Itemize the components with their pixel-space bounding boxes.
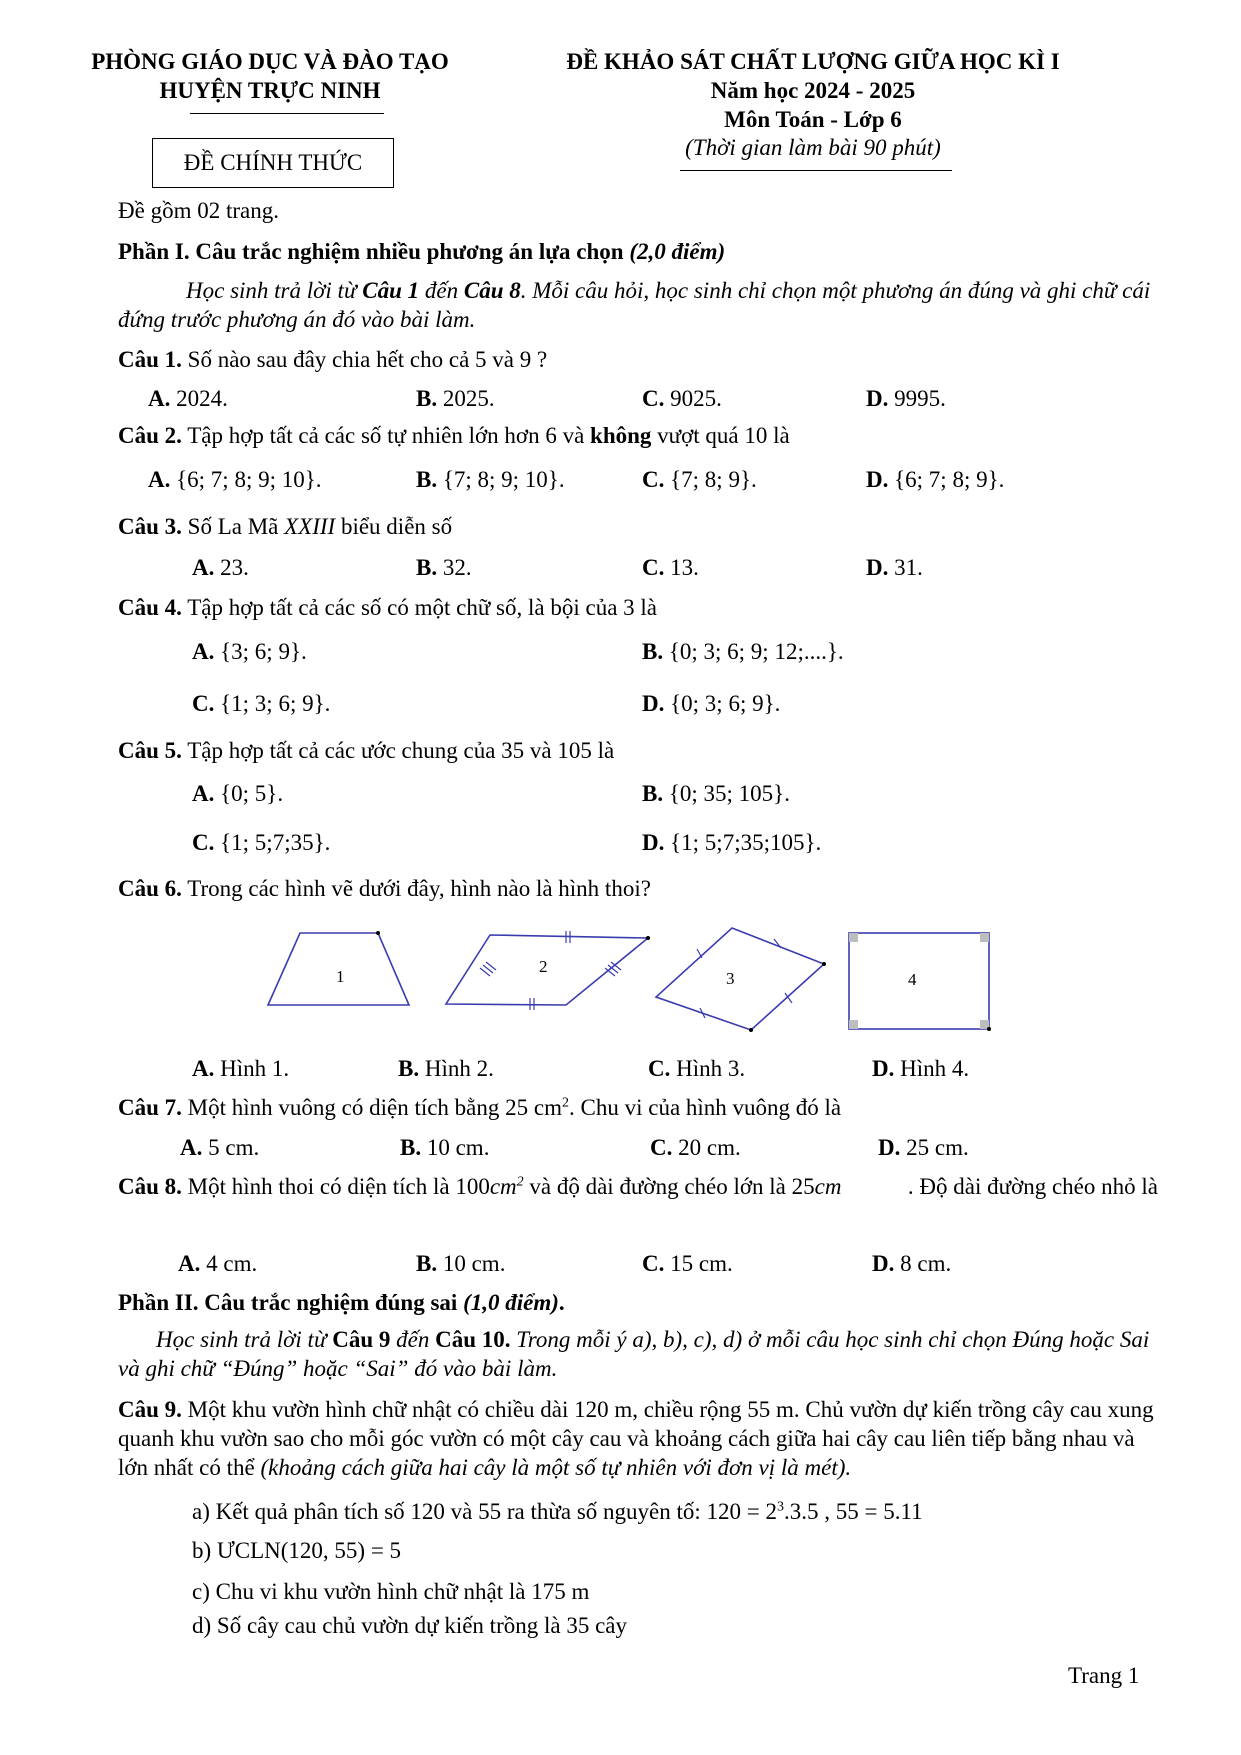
opt-key: C. bbox=[650, 1135, 673, 1160]
q6-option-c bbox=[648, 1055, 745, 1084]
opt-val: {7; 8; 9; 10}. bbox=[437, 467, 565, 492]
q8-option-a bbox=[178, 1250, 257, 1279]
p2-instr-c: đến bbox=[390, 1327, 436, 1352]
opt-val: 23. bbox=[214, 555, 249, 580]
opt-key: C. bbox=[192, 830, 215, 855]
q5-text: Tập hợp tất cả các ước chung của 35 và 105 là bbox=[181, 738, 615, 763]
opt-val: 13. bbox=[664, 555, 699, 580]
opt-key: C. bbox=[642, 1251, 665, 1276]
q8-option-b bbox=[416, 1250, 505, 1279]
part2-dot: . bbox=[558, 1290, 565, 1315]
p1-instr-e: . Mỗi câu hỏi, học sinh chỉ chọn một phương án đúng và ghi chữ cái đứng trước phương án đó vào bài làm. bbox=[118, 278, 1151, 332]
dept-line-1: PHÒNG GIÁO DỤC VÀ ĐÀO TẠO bbox=[91, 49, 449, 74]
opt-val: 9025. bbox=[664, 386, 722, 411]
q7-option-b bbox=[400, 1134, 489, 1163]
q7-option-a bbox=[180, 1134, 259, 1163]
q3-roman: XXIII bbox=[284, 514, 336, 539]
q9-a-sup: 3 bbox=[777, 1499, 784, 1515]
opt-key: B. bbox=[400, 1135, 422, 1160]
subject: Môn Toán - Lớp 6 bbox=[724, 106, 902, 132]
opt-val: 20 cm. bbox=[672, 1135, 741, 1160]
opt-key: D. bbox=[878, 1135, 901, 1160]
school-year: Năm học 2024 - 2025 bbox=[710, 77, 916, 103]
vertex-dot bbox=[822, 962, 826, 966]
figure-3-rhombus bbox=[656, 928, 824, 1030]
opt-key: A. bbox=[192, 639, 215, 664]
figure-label-3: 3 bbox=[726, 969, 735, 988]
opt-val: {0; 5}. bbox=[214, 781, 284, 806]
opt-key: A. bbox=[148, 386, 171, 411]
q8-option-c bbox=[642, 1250, 733, 1279]
opt-val: Hình 3. bbox=[670, 1056, 746, 1081]
opt-key: A. bbox=[180, 1135, 203, 1160]
q8-diag-num: 25 bbox=[791, 1174, 815, 1199]
q9-item-d: d) Số cây cau chủ vườn dự kiến trồng là 35 cây bbox=[192, 1613, 628, 1638]
opt-val: 32. bbox=[437, 555, 472, 580]
q7-option-c bbox=[650, 1134, 741, 1163]
opt-key: D. bbox=[866, 555, 889, 580]
opt-key: A. bbox=[148, 467, 171, 492]
figure-label-4: 4 bbox=[908, 970, 917, 989]
opt-key: C. bbox=[642, 555, 665, 580]
q7-option-d bbox=[878, 1134, 969, 1163]
figure-label-2: 2 bbox=[539, 957, 548, 976]
q4-text: Tập hợp tất cả các số có một chữ số, là bội của 3 là bbox=[181, 595, 658, 620]
vertex-dot bbox=[376, 931, 380, 935]
official-label: ĐỀ CHÍNH THỨC bbox=[183, 149, 363, 175]
vertex-dot bbox=[749, 1028, 753, 1032]
p2-instr-e: Trong mỗi ý a), b), c), d) ở mỗi câu học sinh chỉ chọn Đúng hoặc Sai và ghi chữ “Đúng” hoặc “Sai” đó vào bài làm. bbox=[118, 1327, 1150, 1381]
opt-key: B. bbox=[642, 639, 664, 664]
q9-item-a bbox=[192, 1498, 923, 1527]
q1-label: Câu 1. bbox=[118, 347, 182, 372]
opt-key: A. bbox=[192, 781, 215, 806]
q3-text-b: biểu diễn số bbox=[335, 514, 453, 539]
page-count-note: Đề gồm 02 trang. bbox=[118, 198, 279, 223]
q8-area-unit: cm bbox=[489, 1174, 517, 1199]
part2-instructions bbox=[118, 1325, 1158, 1383]
opt-key: D. bbox=[642, 830, 665, 855]
q9-text: Một khu vườn hình chữ nhật có chiều dài 120 m, chiều rộng 55 m. Chủ vườn dự kiến trồng cây cau xung quanh khu vườn sao cho mỗi góc vườn có một cây cau và khoảng cách giữa hai cây cau liên tiếp bằng nhau và lớn nhất có thể bbox=[118, 1397, 1154, 1480]
right-angle-markers bbox=[849, 933, 989, 1029]
figure-label-1: 1 bbox=[336, 967, 345, 986]
opt-key: D. bbox=[642, 691, 665, 716]
opt-val: 10 cm. bbox=[437, 1251, 506, 1276]
page-number: Trang 1 bbox=[1068, 1663, 1140, 1688]
opt-key: D. bbox=[872, 1056, 895, 1081]
opt-val: 10 cm. bbox=[421, 1135, 490, 1160]
opt-val: {1; 3; 6; 9}. bbox=[214, 691, 331, 716]
q8-text-b: và độ dài đường chéo lớn là bbox=[523, 1174, 792, 1199]
q8-stem-tail bbox=[118, 1173, 1158, 1202]
opt-val: Hình 1. bbox=[214, 1056, 290, 1081]
q3-text-a: Số La Mã bbox=[181, 514, 285, 539]
opt-val: {1; 5;7;35;105}. bbox=[664, 830, 822, 855]
q1-text: Số nào sau đây chia hết cho cả 5 và 9 ? bbox=[181, 347, 548, 372]
p1-instr-c: đến bbox=[419, 278, 464, 303]
q6-option-d bbox=[872, 1055, 969, 1084]
q2-text-c: vượt quá 10 là bbox=[651, 423, 790, 448]
p2-instr-b: Câu 9 bbox=[332, 1327, 391, 1352]
opt-val: {0; 35; 105}. bbox=[663, 781, 790, 806]
duration: (Thời gian làm bài 90 phút) bbox=[685, 135, 941, 161]
opt-key: B. bbox=[398, 1056, 420, 1081]
opt-key: C. bbox=[642, 386, 665, 411]
q9-text-italic: (khoảng cách giữa hai cây là một số tự nhiên với đơn vị là mét). bbox=[260, 1455, 852, 1480]
opt-val: {3; 6; 9}. bbox=[214, 639, 307, 664]
q6-option-b bbox=[398, 1055, 494, 1084]
opt-key: D. bbox=[866, 467, 889, 492]
q8-diag-unit: cm bbox=[814, 1174, 842, 1199]
dept-line-2: HUYỆN TRỰC NINH bbox=[159, 77, 381, 103]
opt-val: Hình 4. bbox=[894, 1056, 970, 1081]
opt-val: {7; 8; 9}. bbox=[664, 467, 757, 492]
q7-text-a: Một hình vuông có diện tích bằng 25 cm bbox=[181, 1095, 562, 1120]
vertex-dot bbox=[987, 1027, 991, 1031]
opt-val: 31. bbox=[888, 555, 923, 580]
opt-val: 2024. bbox=[170, 386, 228, 411]
figure-4-rectangle bbox=[849, 933, 989, 1029]
q4-label: Câu 4. bbox=[118, 595, 182, 620]
opt-val: {1; 5;7;35}. bbox=[214, 830, 331, 855]
q8-text-c: . Độ dài đường chéo nhỏ là bbox=[907, 1174, 1158, 1199]
opt-val: 15 cm. bbox=[664, 1251, 733, 1276]
opt-key: B. bbox=[416, 386, 438, 411]
q5-label: Câu 5. bbox=[118, 738, 182, 763]
p1-instr-d: Câu 8 bbox=[463, 278, 521, 303]
q7-label: Câu 7. bbox=[118, 1095, 182, 1120]
q6-text: Trong các hình vẽ dưới đây, hình nào là hình thoi? bbox=[181, 876, 651, 901]
opt-val: 9995. bbox=[888, 386, 946, 411]
part2-title-text: Phần II. Câu trắc nghiệm đúng sai bbox=[118, 1290, 464, 1315]
p1-instr-a: Học sinh trả lời từ bbox=[186, 278, 363, 303]
q9-a-math1: 120 = 2 bbox=[706, 1499, 777, 1524]
opt-val: 25 cm. bbox=[900, 1135, 969, 1160]
square-marker bbox=[849, 1020, 858, 1029]
q2-text-b: không bbox=[590, 423, 652, 448]
opt-val: 4 cm. bbox=[200, 1251, 258, 1276]
opt-key: B. bbox=[416, 555, 438, 580]
q9-a-text: a) Kết quả phân tích số 120 và 55 ra thừa số nguyên tố: bbox=[192, 1499, 707, 1524]
q8-area-num: 100 bbox=[455, 1174, 490, 1199]
q8-option-d bbox=[872, 1250, 951, 1279]
q9-a-math2: .3.5 , 55 = 5.11 bbox=[784, 1499, 923, 1524]
part1-title-text: Phần I. Câu trắc nghiệm nhiều phương án lựa chọn bbox=[118, 239, 630, 264]
opt-val: 8 cm. bbox=[894, 1251, 952, 1276]
p2-instr-a: Học sinh trả lời từ bbox=[156, 1327, 333, 1352]
opt-key: A. bbox=[178, 1251, 201, 1276]
opt-key: A. bbox=[192, 555, 215, 580]
opt-val: Hình 2. bbox=[419, 1056, 494, 1081]
q2-label: Câu 2. bbox=[118, 423, 182, 448]
q3-label: Câu 3. bbox=[118, 514, 182, 539]
q9-item-c: c) Chu vi khu vườn hình chữ nhật là 175 m bbox=[192, 1579, 590, 1604]
p1-instr-b: Câu 1 bbox=[362, 278, 420, 303]
q8-label: Câu 8. bbox=[118, 1174, 182, 1199]
opt-val: {6; 7; 8; 9}. bbox=[888, 467, 1005, 492]
opt-key: C. bbox=[642, 467, 665, 492]
q8-text-a: Một hình thoi có diện tích là bbox=[181, 1174, 456, 1199]
opt-val: 2025. bbox=[437, 386, 495, 411]
square-marker bbox=[849, 933, 858, 942]
vertex-dots bbox=[376, 931, 991, 1032]
opt-key: B. bbox=[416, 467, 438, 492]
p2-instr-d: Câu 10. bbox=[435, 1327, 511, 1352]
q7-sup: 2 bbox=[562, 1095, 569, 1111]
opt-key: B. bbox=[416, 1251, 438, 1276]
q8-sup: 2 bbox=[516, 1174, 524, 1190]
opt-key: D. bbox=[866, 386, 889, 411]
part2-points: (1,0 điểm) bbox=[463, 1290, 559, 1315]
q6-label: Câu 6. bbox=[118, 876, 182, 901]
q9-b-text: b) ƯCLN bbox=[192, 1538, 281, 1563]
part2-title bbox=[118, 1289, 565, 1318]
opt-key: A. bbox=[192, 1056, 215, 1081]
opt-val: {0; 3; 6; 9}. bbox=[664, 691, 781, 716]
opt-val: {0; 3; 6; 9; 12;....}. bbox=[663, 639, 844, 664]
opt-key: D. bbox=[872, 1251, 895, 1276]
q9-b-math: (120, 55) = 5 bbox=[280, 1538, 402, 1563]
opt-key: C. bbox=[648, 1056, 671, 1081]
q7-stem bbox=[118, 1094, 841, 1123]
part1-points: (2,0 điểm) bbox=[629, 239, 726, 264]
opt-key: C. bbox=[192, 691, 215, 716]
exam-title: ĐỀ KHẢO SÁT CHẤT LƯỢNG GIỮA HỌC KÌ I bbox=[566, 49, 1060, 74]
q6-option-a bbox=[192, 1055, 289, 1084]
opt-val: 5 cm. bbox=[202, 1135, 260, 1160]
q2-text-a: Tập hợp tất cả các số tự nhiên lớn hơn 6 và bbox=[181, 423, 591, 448]
vertex-dot bbox=[646, 936, 650, 940]
opt-key: B. bbox=[642, 781, 664, 806]
q7-text-b: . Chu vi của hình vuông đó là bbox=[569, 1095, 842, 1120]
q9-label: Câu 9. bbox=[118, 1397, 182, 1422]
square-marker bbox=[980, 933, 989, 942]
q9-stem bbox=[118, 1395, 1158, 1482]
opt-val: {6; 7; 8; 9; 10}. bbox=[170, 467, 322, 492]
q9-item-b bbox=[192, 1537, 401, 1566]
